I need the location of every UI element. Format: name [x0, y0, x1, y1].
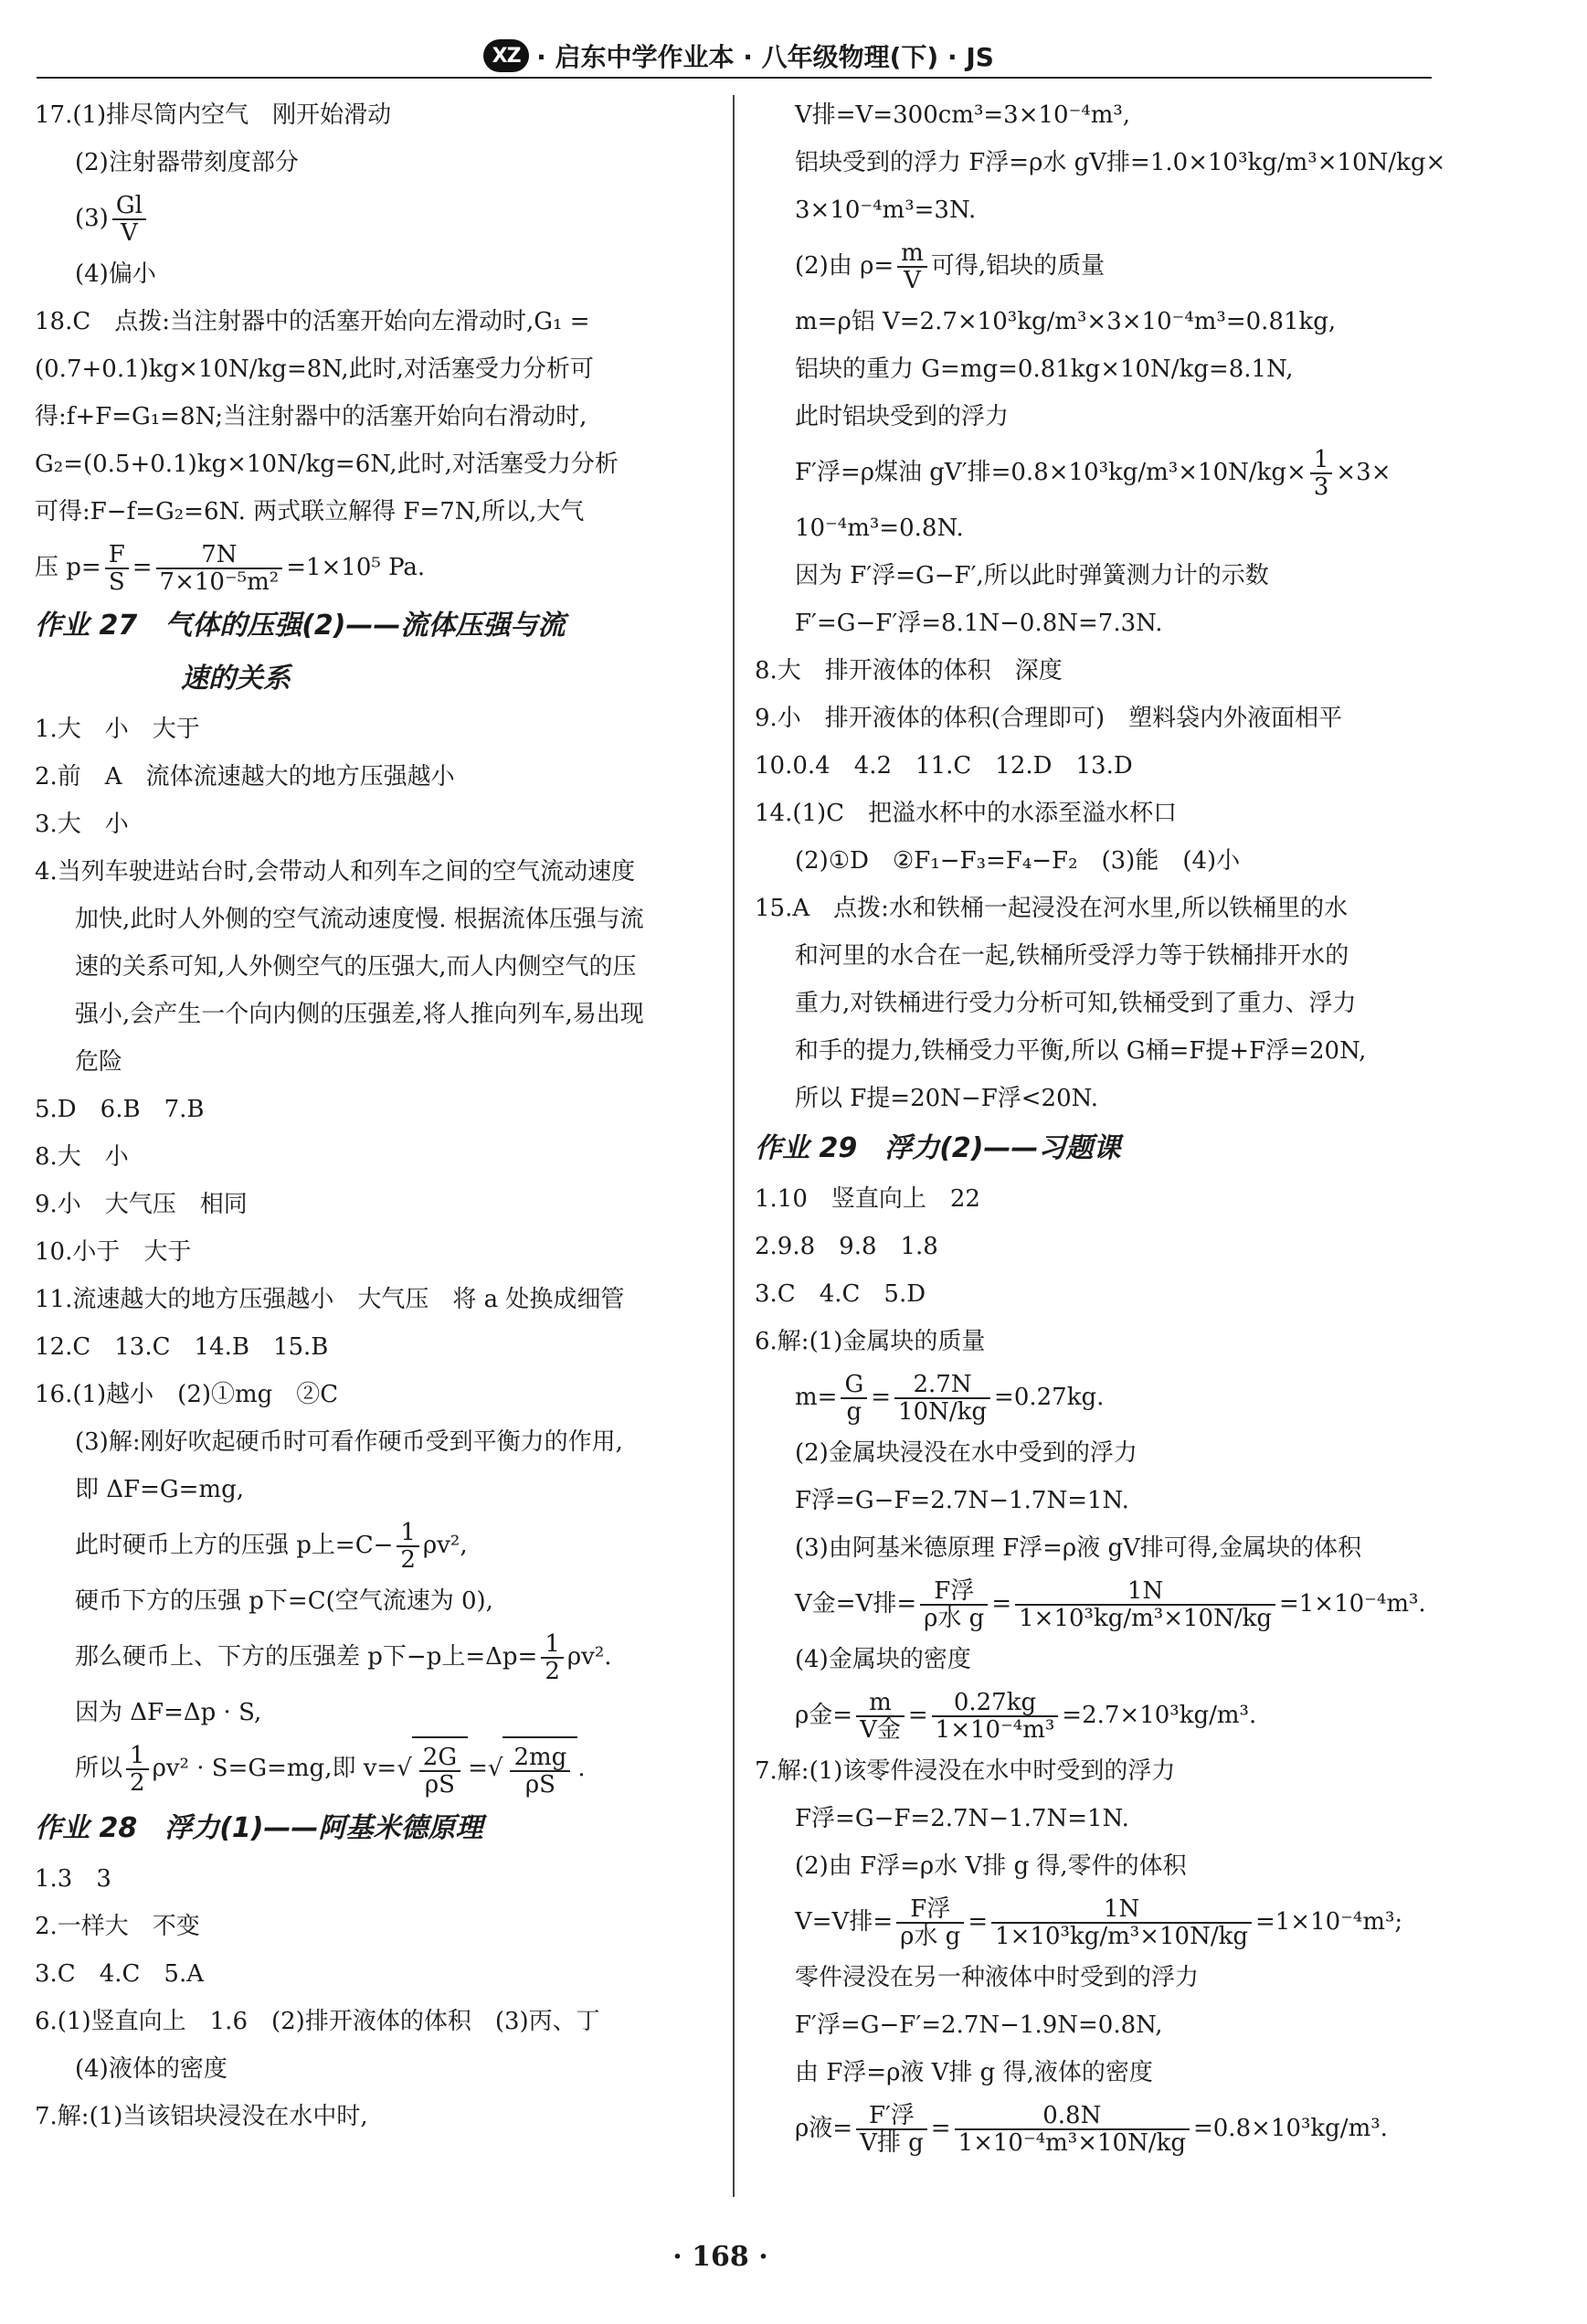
answer-line: 2.9.8 9.8 1.8 — [755, 1233, 938, 1260]
fraction — [955, 2103, 1190, 2156]
answer-line — [35, 1625, 718, 1689]
fraction-denominator: S — [108, 568, 125, 596]
publisher-logo: XZ — [483, 39, 529, 72]
square-root — [503, 1736, 577, 1802]
answer-line: F′=G−F′浮=8.1N−0.8N=7.3N. — [795, 610, 1163, 637]
fraction — [419, 1745, 460, 1798]
fraction-denominator: 1×10⁻⁴m³×10N/kg — [957, 2129, 1186, 2157]
answer-line: F浮=G−F=2.7N−1.7N=1N. — [795, 1487, 1129, 1514]
answer-line — [755, 2096, 1434, 2160]
answer-line: (2)①D ②F₁−F₃=F₄−F₂ (3)能 (4)小 — [795, 847, 1241, 875]
formula-suffix: =0.8×10³kg/m³. — [1192, 2115, 1388, 2142]
answer-line: 7.解:(1)该零件浸没在水中时受到的浮力 — [755, 1757, 1176, 1785]
answer-line: 16.(1)越小 (2)①mg ②C — [35, 1381, 339, 1408]
answer-line: 所以 F提=20N−F浮<20N. — [795, 1085, 1098, 1112]
answer-line: 由 F浮=ρ液 V排 g 得,液体的密度 — [795, 2059, 1153, 2086]
answer-line: 5.D 6.B 7.B — [35, 1096, 205, 1123]
fraction — [896, 1896, 964, 1949]
formula-operator: = — [132, 554, 153, 581]
answer-line: 即 ΔF=G=mg, — [75, 1476, 244, 1503]
fraction-numerator: m — [856, 1690, 905, 1717]
formula-operator: = — [468, 1755, 488, 1782]
answer-line: 因为 F′浮=G−F′,所以此时弹簧测力计的示数 — [795, 562, 1269, 589]
answer-line — [755, 1572, 1434, 1636]
fraction-numerator: Gl — [112, 193, 146, 220]
answer-line — [755, 234, 1434, 298]
formula-prefix: F′浮=ρ煤油 gV′排=0.8×10³kg/m³×10N/kg× — [795, 459, 1307, 486]
answer-line: 3.C 4.C 5.D — [755, 1280, 926, 1308]
answer-line — [755, 1683, 1434, 1747]
answer-line: 强小,会产生一个向内侧的压强差,将人推向列车,易出现 — [75, 1001, 644, 1028]
answer-line: m=ρ铝 V=2.7×10³kg/m³×3×10⁻⁴m³=0.81kg, — [795, 308, 1337, 335]
fraction-denominator: V — [121, 219, 138, 247]
answer-line: 15.A 点拨:水和铁桶一起浸没在河水里,所以铁桶里的水 — [755, 895, 1349, 922]
formula-prefix: 所以 — [75, 1755, 123, 1782]
fraction-numerator: 7N — [156, 542, 283, 569]
answer-line: F′浮=G−F′=2.7N−1.9N=0.8N, — [795, 2011, 1163, 2039]
column-divider — [733, 95, 735, 2197]
fraction — [510, 1745, 570, 1798]
fraction-denominator: 10N/kg — [898, 1398, 988, 1426]
formula-suffix: ρv². — [566, 1643, 612, 1671]
answer-line: 1.10 竖直向上 22 — [755, 1185, 980, 1213]
fraction — [112, 193, 146, 246]
answer-line: 速的关系可知,人外侧空气的压强大,而人内侧空气的压 — [75, 953, 637, 981]
fraction-denominator: ρS — [524, 1771, 555, 1799]
fraction — [932, 1690, 1059, 1743]
fraction-numerator: 1N — [1015, 1578, 1275, 1606]
answer-line: 1.3 3 — [35, 1865, 111, 1893]
formula-prefix: 压 p= — [35, 554, 101, 581]
answer-line: 11.流速越大的地方压强越小 大气压 将 a 处换成细管 — [35, 1286, 625, 1313]
fraction-denominator: ρ水 g — [900, 1923, 961, 1950]
fraction — [397, 1520, 419, 1573]
fraction-denominator: V排 g — [860, 2129, 924, 2157]
answer-line: (2)由 F浮=ρ水 V排 g 得,零件的体积 — [795, 1852, 1187, 1880]
answer-line: 8.大 排开液体的体积 深度 — [755, 657, 1063, 684]
fraction — [1310, 447, 1333, 500]
answer-line: 硬币下方的压强 p下=C(空气流速为 0), — [75, 1587, 493, 1615]
answer-line: 6.解:(1)金属块的质量 — [755, 1328, 986, 1355]
fraction — [856, 2103, 927, 2156]
fraction-numerator: m — [897, 240, 927, 268]
answer-line: (4)液体的密度 — [75, 2055, 227, 2083]
fraction-numerator: F浮 — [920, 1578, 988, 1606]
answer-line — [755, 1365, 1434, 1429]
answer-line: 可得:F−f=G₂=6N. 两式联立解得 F=7N,所以,大气 — [35, 498, 585, 525]
answer-line: 铝块的重力 G=mg=0.81kg×10N/kg=8.1N, — [795, 355, 1294, 383]
fraction-numerator: 1 — [1310, 447, 1333, 474]
fraction-numerator: 1N — [991, 1896, 1252, 1924]
fraction — [920, 1578, 988, 1631]
fraction-denominator: 3 — [1313, 473, 1329, 501]
answer-line: (4)偏小 — [75, 260, 156, 288]
answer-line: 12.C 13.C 14.B 15.B — [35, 1333, 329, 1361]
answer-line: F浮=G−F=2.7N−1.7N=1N. — [795, 1805, 1129, 1832]
page-header — [37, 35, 1441, 77]
fraction — [841, 1372, 867, 1425]
fraction-denominator: V — [904, 267, 921, 294]
answer-line: 8.大 小 — [35, 1143, 129, 1171]
fraction — [897, 240, 927, 293]
left-column — [35, 91, 718, 2140]
fraction-numerator: 1 — [397, 1520, 419, 1547]
answer-line: 18.C 点拨:当注射器中的活塞开始向左滑动时,G₁ = — [35, 308, 590, 335]
fraction-numerator: 0.8N — [955, 2103, 1190, 2130]
fraction-denominator: 2 — [545, 1658, 560, 1685]
formula-prefix: (2)由 ρ= — [795, 252, 894, 280]
fraction-denominator: 1×10³kg/m³×10N/kg — [1019, 1605, 1272, 1632]
answer-line: 1.大 小 大于 — [35, 716, 200, 743]
formula-suffix: 可得,铝块的质量 — [930, 252, 1106, 280]
fraction-denominator: 1×10³kg/m³×10N/kg — [995, 1923, 1248, 1950]
fraction — [105, 542, 129, 595]
answer-line: 10.0.4 4.2 11.C 12.D 13.D — [755, 752, 1133, 780]
formula-prefix: (3) — [75, 205, 109, 232]
answer-line: 14.(1)C 把溢水杯中的水添至溢水杯口 — [755, 800, 1178, 827]
answer-line: 17.(1)排尽筒内空气 刚开始滑动 — [35, 101, 392, 129]
fraction-denominator: g — [846, 1398, 862, 1426]
section-heading — [35, 600, 718, 706]
fraction-numerator: 1 — [126, 1743, 149, 1770]
formula-operator: = — [991, 1590, 1012, 1618]
answer-line: (3)解:刚好吹起硬币时可看作硬币受到平衡力的作用, — [75, 1428, 623, 1456]
formula-suffix: ρv², — [422, 1532, 468, 1559]
answer-line: 危险 — [75, 1048, 123, 1076]
formula-operator: ρv² · S=G=mg,即 v= — [152, 1755, 397, 1782]
square-root — [412, 1736, 468, 1802]
section-heading-subtitle: 速的关系 — [181, 663, 291, 695]
fraction — [894, 1372, 990, 1425]
answer-line: (2)金属块浸没在水中受到的浮力 — [795, 1439, 1137, 1467]
answer-line: 所以 $\frac{1}{2}$ ρv² · S=G=mg,即 v=√ $\frac{2G}{\rho S}$ =√ $\frac{2mg}{\rho S}$ . — [35, 1736, 718, 1802]
header-rule — [37, 77, 1432, 79]
fraction-numerator: 0.27kg — [932, 1690, 1059, 1717]
answer-line: G₂=(0.5+0.1)kg×10N/kg=6N,此时,对活塞受力分析 — [35, 451, 619, 478]
fraction-numerator: 2.7N — [894, 1372, 990, 1399]
answer-line: 得:f+F=G₁=8N;当注射器中的活塞开始向右滑动时, — [35, 403, 587, 430]
section-heading-title: 作业 28 浮力(1)——阿基米德原理 — [35, 1812, 483, 1844]
header-title: · 启东中学作业本 · 八年级物理(下) · JS — [536, 42, 994, 72]
answer-line: 2.一样大 不变 — [35, 1913, 200, 1940]
formula-operator: = — [871, 1384, 892, 1411]
formula-prefix: 此时硬币上方的压强 p上=C− — [75, 1532, 394, 1559]
fraction-numerator: 2mg — [510, 1745, 570, 1772]
section-heading — [755, 1122, 1434, 1175]
answer-line: 4.当列车驶进站台时,会带动人和列车之间的空气流动速度 — [35, 858, 636, 886]
right-column — [755, 91, 1446, 2160]
formula-operator: = — [968, 1908, 989, 1936]
answer-line: V排=V=300cm³=3×10⁻⁴m³, — [795, 101, 1131, 129]
formula-suffix: ×3× — [1336, 459, 1391, 486]
answer-line: 和河里的水合在一起,铁桶所受浮力等于铁桶排开水的 — [795, 942, 1349, 970]
formula-prefix: ρ液= — [795, 2115, 853, 2142]
fraction — [126, 1743, 149, 1796]
fraction-denominator: 2 — [130, 1769, 145, 1797]
answer-line: 3×10⁻⁴m³=3N. — [795, 196, 977, 224]
section-heading — [35, 1802, 718, 1855]
formula-prefix: V金=V排= — [795, 1590, 917, 1618]
answer-line: (4)金属块的密度 — [795, 1646, 971, 1673]
fraction — [991, 1896, 1252, 1949]
answer-line: 10⁻⁴m³=0.8N. — [795, 515, 964, 542]
answer-line: 因为 ΔF=Δp · S, — [75, 1699, 262, 1726]
answer-line: 9.小 排开液体的体积(合理即可) 塑料袋内外液面相平 — [755, 705, 1343, 732]
fraction-denominator: 1×10⁻⁴m³ — [935, 1716, 1055, 1744]
formula-prefix: 那么硬币上、下方的压强差 p下−p上=Δp= — [75, 1643, 538, 1671]
answer-line: 此时铝块受到的浮力 — [795, 403, 1010, 430]
answer-line: 加快,此时人外侧的空气流动速度慢. 根据流体压强与流 — [75, 906, 644, 933]
formula-suffix: =1×10⁵ Pa. — [286, 554, 426, 581]
fraction-denominator: V金 — [860, 1716, 901, 1744]
answer-line: 铝块受到的浮力 F浮=ρ水 gV排=1.0×10³kg/m³×10N/kg× — [795, 149, 1446, 176]
formula-operator: = — [930, 2115, 951, 2142]
section-heading-title: 作业 27 气体的压强(2)——流体压强与流 — [35, 610, 566, 642]
fraction-denominator: 7×10⁻⁵m² — [159, 568, 280, 596]
answer-line: 10.小于 大于 — [35, 1238, 192, 1266]
answer-line: (0.7+0.1)kg×10N/kg=8N,此时,对活塞受力分析可 — [35, 355, 594, 383]
answer-line — [35, 536, 718, 600]
fraction — [1015, 1578, 1275, 1631]
fraction — [541, 1631, 564, 1684]
answer-line: 2.前 A 流体流速越大的地方压强越小 — [35, 763, 455, 791]
fraction-denominator: ρS — [424, 1771, 455, 1799]
section-heading-title: 作业 29 浮力(2)——习题课 — [755, 1132, 1121, 1164]
answer-line: 3.大 小 — [35, 811, 129, 838]
fraction-numerator: F浮 — [896, 1896, 964, 1924]
answer-line — [755, 1890, 1434, 1954]
answer-line: 零件浸没在另一种液体中时受到的浮力 — [795, 1964, 1200, 1991]
answer-line: 3.C 4.C 5.A — [35, 1960, 204, 1988]
answer-line — [755, 440, 1434, 504]
answer-line — [35, 186, 718, 250]
answer-line: 6.(1)竖直向上 1.6 (2)排开液体的体积 (3)丙、丁 — [35, 2008, 600, 2035]
fraction-numerator: 2G — [419, 1745, 460, 1772]
formula-suffix: =0.27kg. — [994, 1384, 1105, 1411]
formula-suffix: . — [577, 1755, 586, 1782]
fraction-denominator: 2 — [400, 1546, 416, 1574]
fraction-denominator: ρ水 g — [924, 1605, 985, 1632]
answer-line: 9.小 大气压 相同 — [35, 1191, 248, 1218]
fraction-numerator: F′浮 — [856, 2103, 927, 2130]
formula-suffix: =2.7×10³kg/m³. — [1062, 1702, 1257, 1729]
fraction — [156, 542, 283, 595]
page-number: · 168 · — [672, 2241, 768, 2273]
formula-prefix: V=V排= — [795, 1908, 894, 1936]
formula-prefix: ρ金= — [795, 1702, 853, 1729]
formula-prefix: m= — [795, 1384, 838, 1411]
fraction-numerator: G — [841, 1372, 867, 1399]
answer-line: 重力,对铁桶进行受力分析可知,铁桶受到了重力、浮力 — [795, 990, 1357, 1017]
answer-line: (3)由阿基米德原理 F浮=ρ液 gV排可得,金属块的体积 — [795, 1534, 1362, 1562]
answer-line: (2)注射器带刻度部分 — [75, 149, 299, 176]
fraction-numerator: 1 — [541, 1631, 564, 1659]
formula-suffix: =1×10⁻⁴m³. — [1278, 1590, 1426, 1618]
fraction-numerator: F — [105, 542, 129, 569]
answer-line: 和手的提力,铁桶受力平衡,所以 G桶=F提+F浮=20N, — [795, 1037, 1367, 1065]
fraction — [856, 1690, 905, 1743]
answer-line — [35, 1513, 718, 1577]
formula-operator: = — [907, 1702, 928, 1729]
answer-line: 7.解:(1)当该铝块浸没在水中时, — [35, 2103, 368, 2130]
formula-suffix: =1×10⁻⁴m³; — [1254, 1908, 1403, 1936]
